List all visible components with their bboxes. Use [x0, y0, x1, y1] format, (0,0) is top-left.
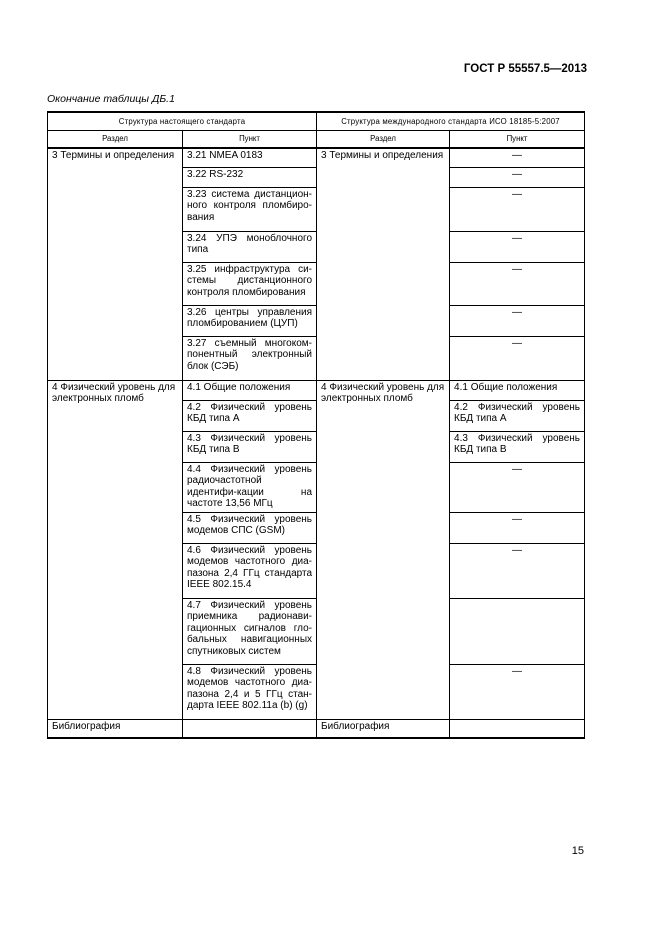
section-4-right: 4 Физический уровень для электронных пломб: [317, 380, 450, 719]
bibliography-right: Библиография: [317, 719, 450, 738]
clause-4-8: 4.8 Физический уровень модемов частотного диа-пазона 2,4 и 5 ГГц стан-дарта IEEE 802.11a (b) (g): [183, 664, 317, 719]
dash-cell: —: [450, 187, 585, 231]
dash-cell: —: [450, 231, 585, 262]
dash-cell: —: [450, 664, 585, 719]
dash-cell: —: [450, 148, 585, 167]
dash-cell: —: [450, 462, 585, 512]
document-code: ГОСТ Р 55557.5—2013: [463, 63, 587, 75]
clause-3-23: 3.23 система дистанцион-ного контроля пломбиро-вания: [183, 187, 317, 231]
col-header-section: Раздел: [48, 131, 183, 149]
header-international-standard: Структура международного стандарта ИСО 18185-5:2007: [317, 112, 585, 131]
iso-clause-4-3: 4.3 Физический уровень КБД типа В: [450, 431, 585, 462]
empty-cell: [450, 719, 585, 738]
dash-cell: —: [450, 305, 585, 336]
empty-cell: [450, 598, 585, 664]
page-number: 15: [571, 845, 584, 857]
clause-4-5: 4.5 Физический уровень модемов СПС (GSM): [183, 512, 317, 543]
iso-clause-4-1: 4.1 Общие положения: [450, 380, 585, 400]
dash-cell: —: [450, 543, 585, 598]
col-header-clause: Пункт: [183, 131, 317, 149]
clause-4-6: 4.6 Физический уровень модемов частотного диа-пазона 2,4 ГГц стандарта IEEE 802.15.4: [183, 543, 317, 598]
dash-cell: —: [450, 512, 585, 543]
clause-3-24: 3.24 УПЭ моноблочного типа: [183, 231, 317, 262]
clause-3-26: 3.26 центры управления пломбированием (ЦУП): [183, 305, 317, 336]
clause-4-1: 4.1 Общие положения: [183, 380, 317, 400]
empty-cell: [183, 719, 317, 738]
section-4-left: 4 Физический уровень для электронных пломб: [48, 380, 183, 719]
correspondence-table: [47, 111, 585, 739]
clause-4-3: 4.3 Физический уровень КБД типа В: [183, 431, 317, 462]
dash-cell: —: [450, 262, 585, 305]
section-3-right: 3 Термины и определения: [317, 148, 450, 380]
clause-4-4: 4.4 Физический уровень радиочастотной идентифи-кации на частоте 13,56 МГц: [183, 462, 317, 512]
clause-3-25: 3.25 инфраструктура си-стемы дистанционного контроля пломбирования: [183, 262, 317, 305]
col-header-clause-iso: Пункт: [450, 131, 585, 149]
iso-clause-4-2: 4.2 Физический уровень КБД типа А: [450, 400, 585, 431]
header-this-standard: Структура настоящего стандарта: [48, 112, 317, 131]
section-3-left: 3 Термины и определения: [48, 148, 183, 380]
clause-4-2: 4.2 Физический уровень КБД типа А: [183, 400, 317, 431]
dash-cell: —: [450, 336, 585, 380]
clause-3-27: 3.27 съемный многоком-понентный электронный блок (СЭБ): [183, 336, 317, 380]
col-header-section-iso: Раздел: [317, 131, 450, 149]
clause-3-21: 3.21 NMEA 0183: [183, 148, 317, 167]
clause-4-7: 4.7 Физический уровень приемника радионави-гационных сигналов гло-бальных навигационных спутниковых систем: [183, 598, 317, 664]
dash-cell: —: [450, 167, 585, 187]
table-caption: Окончание таблицы ДБ.1: [47, 93, 175, 105]
bibliography-left: Библиография: [48, 719, 183, 738]
clause-3-22: 3.22 RS-232: [183, 167, 317, 187]
